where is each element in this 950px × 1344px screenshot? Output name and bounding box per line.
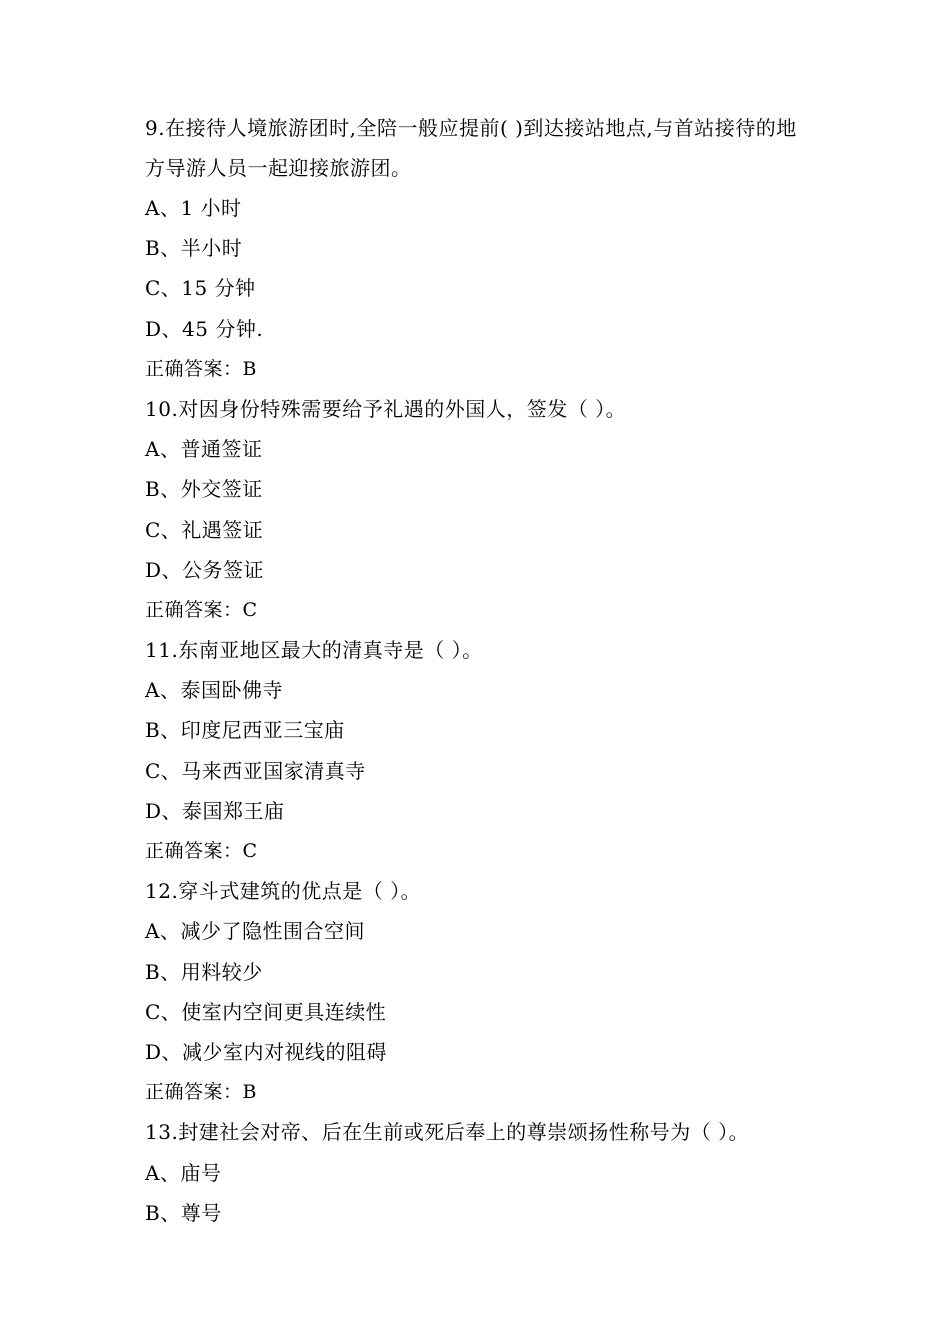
question-11-option-b: B、印度尼西亚三宝庙 <box>145 718 345 743</box>
question-12-option-b: B、用料较少 <box>145 959 263 984</box>
question-9-answer: 正确答案：B <box>145 357 257 380</box>
question-12-option-c: C、使室内空间更具连续性 <box>145 999 387 1024</box>
question-13-option-a: A、庙号 <box>145 1160 222 1185</box>
question-12-answer: 正确答案：B <box>145 1081 257 1104</box>
question-9-option-c: C、15 分钟 <box>145 276 256 301</box>
question-10-option-b: B、外交签证 <box>145 477 263 502</box>
question-11-option-a: A、泰国卧佛寺 <box>145 678 283 703</box>
question-9-stem: 9.在接待人境旅游团时,全陪一般应提前( )到达接站地点,与首站接待的地方导游人员一起迎接旅游团。 <box>145 116 797 180</box>
question-11-option-c: C、马来西亚国家清真寺 <box>145 758 366 783</box>
question-11-answer: 正确答案：C <box>145 840 258 862</box>
question-13-stem: 13.封建社会对帝、后在生前或死后奉上的尊崇颂扬性称号为（ ）。 <box>145 1120 750 1145</box>
question-12-option-a: A、减少了隐性围合空间 <box>145 919 365 944</box>
question-11-stem: 11.东南亚地区最大的清真寺是（ ）。 <box>145 638 483 663</box>
question-9-option-a: A、1 小时 <box>145 196 242 220</box>
question-12-option-d: D、减少室内对视线的阻碍 <box>145 1039 388 1064</box>
question-9-option-d: D、45 分钟. <box>145 316 264 341</box>
question-10-option-c: C、礼遇签证 <box>145 517 264 542</box>
question-10-option-a: A、普通签证 <box>145 437 263 462</box>
question-13-option-b: B、尊号 <box>145 1200 222 1225</box>
question-10-stem: 10.对因身份特殊需要给予礼遇的外国人，签发（ ）。 <box>145 396 627 421</box>
question-10-answer: 正确答案：C <box>145 598 258 621</box>
question-12-stem: 12.穿斗式建筑的优点是（ ）。 <box>145 879 422 904</box>
document-page <box>145 108 815 1233</box>
question-9-option-b: B、半小时 <box>145 236 243 261</box>
question-10-option-d: D、公务签证 <box>145 557 265 582</box>
question-11-option-d: D、泰国郑王庙 <box>145 798 285 823</box>
